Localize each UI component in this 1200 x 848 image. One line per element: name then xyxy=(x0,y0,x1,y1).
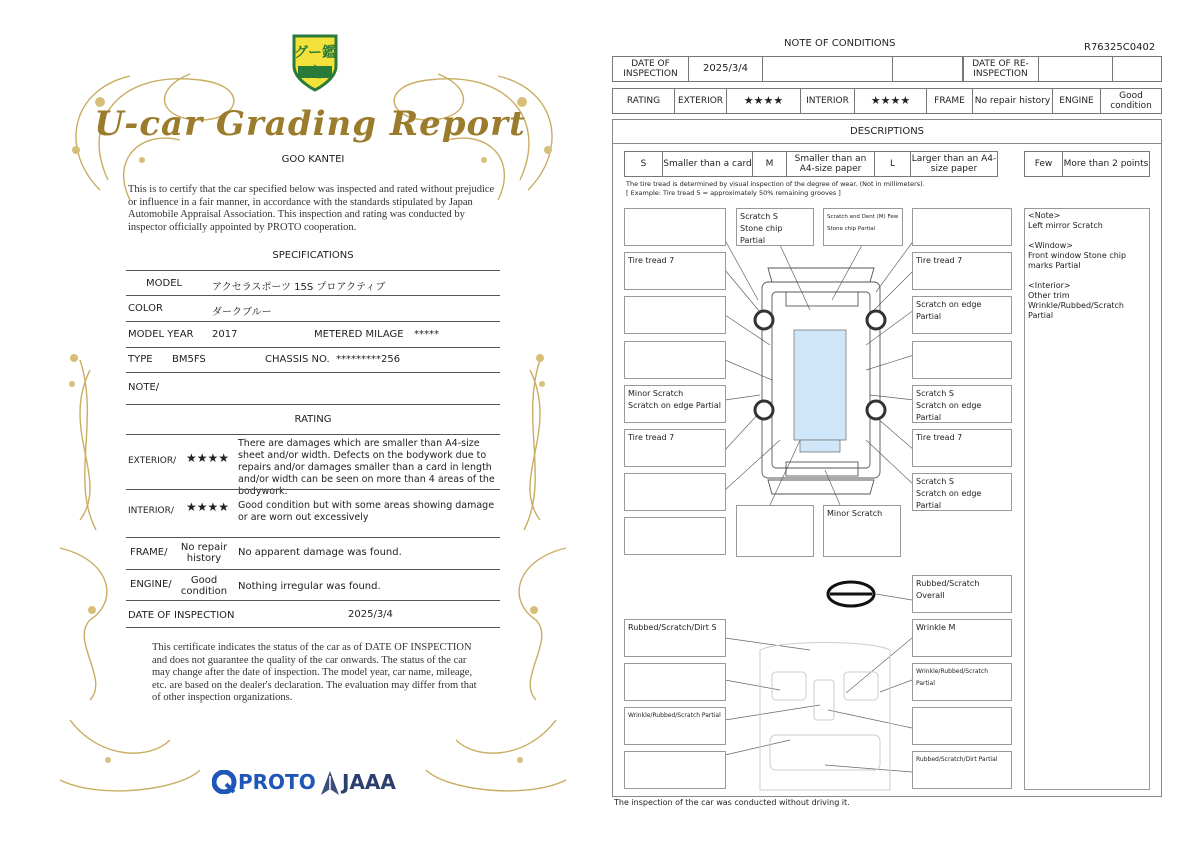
date-of-inspection-label: DATE OF INSPECTION xyxy=(613,57,689,81)
note-box-steering-wheel: Rubbed/Scratch Overall xyxy=(912,575,1012,613)
note-box-left-rear-tire: Tire tread 7 xyxy=(624,429,726,467)
divider xyxy=(126,347,500,348)
legend-m: M xyxy=(753,152,787,176)
note-label: NOTE/ xyxy=(128,382,160,393)
note-box xyxy=(912,208,1012,246)
frame-label: FRAME/ xyxy=(130,547,168,558)
exterior-stars: ★★★★ xyxy=(186,451,230,465)
side-notes: <Note> Left mirror Scratch <Window> Front window Stone chip marks Partial <Interior> Other trim Wrinkle/Rubbed/Scratch Partial xyxy=(1024,208,1150,790)
type-value: BM5FS xyxy=(172,354,206,365)
tire-note-2: [ Example: Tire tread 5 = approximately 50% remaining grooves ] xyxy=(626,189,841,197)
rating-heading: RATING xyxy=(294,414,332,425)
divider xyxy=(126,434,500,435)
note-box-right-front-tire: Tire tread 7 xyxy=(912,252,1012,290)
divider xyxy=(126,569,500,570)
note-box xyxy=(912,341,1012,379)
note-box xyxy=(624,296,726,334)
divider xyxy=(126,295,500,296)
model-value: アクセラスポーツ 15S プロアクティブ xyxy=(212,282,386,293)
divider xyxy=(126,627,500,628)
note-box-bottom-minor: Minor Scratch xyxy=(823,505,901,557)
engine-value: Good condition xyxy=(1110,91,1152,111)
note-box-right-scratch-s: Scratch S Scratch on edge Partial xyxy=(912,385,1012,423)
exterior-label: EXTERIOR/ xyxy=(128,456,177,466)
frame-value: No repair history xyxy=(180,542,228,564)
note-box xyxy=(624,473,726,511)
conditions-heading: NOTE OF CONDITIONS xyxy=(784,38,896,49)
date-of-inspection-value: 2025/3/4 xyxy=(348,609,393,620)
legend-s-desc: Smaller than a card xyxy=(663,152,753,176)
report-id: R76325C0402 xyxy=(1084,42,1156,53)
note-box xyxy=(736,505,814,557)
engine-label: ENGINE xyxy=(1053,89,1101,113)
frame-value: No repair history xyxy=(973,89,1053,113)
specifications-heading: SPECIFICATIONS xyxy=(272,250,354,261)
type-label: TYPE xyxy=(128,354,153,365)
report-subtitle: GOO KANTEI xyxy=(281,154,345,165)
report-title: U-car Grading Report xyxy=(94,104,526,144)
badge-text: グー鑑定 xyxy=(294,45,336,81)
note-box xyxy=(624,517,726,555)
legend-l-desc: Larger than an A4-size paper xyxy=(911,154,997,174)
interior-label: INTERIOR xyxy=(801,89,855,113)
note-box xyxy=(624,751,726,789)
note-box-left-front-tire: Tire tread 7 xyxy=(624,252,726,290)
divider xyxy=(126,489,500,490)
note-box-interior-left-1: Rubbed/Scratch/Dirt S xyxy=(624,619,726,657)
proto-logo-icon xyxy=(212,770,238,794)
divider xyxy=(126,321,500,322)
exterior-label: EXTERIOR xyxy=(675,89,727,113)
metered-mileage-value: ***** xyxy=(414,329,439,340)
legend-m-desc: Smaller than an A4-size paper xyxy=(787,152,875,176)
divider xyxy=(126,372,500,373)
date-of-reinspection-label: DATE OF RE-INSPECTION xyxy=(963,57,1039,81)
engine-label: ENGINE/ xyxy=(130,579,172,590)
model-label: MODEL xyxy=(146,278,183,289)
note-box xyxy=(624,208,726,246)
jaaa-brand: JAAA xyxy=(342,770,396,794)
conditions-footer: The inspection of the car was conducted without driving it. xyxy=(614,798,850,807)
note-box-right-scratch-s2: Scratch S Scratch on edge Partial xyxy=(912,473,1012,511)
model-year-value: 2017 xyxy=(212,329,238,340)
note-box-interior-right-4: Rubbed/Scratch/Dirt Partial xyxy=(912,751,1012,789)
note-box xyxy=(912,707,1012,745)
jaaa-logo-icon xyxy=(320,770,340,796)
metered-mileage-label: METERED MILAGE xyxy=(314,329,404,340)
note-box xyxy=(624,341,726,379)
color-value: ダークブルー xyxy=(212,307,272,318)
legend-l: L xyxy=(875,152,911,176)
note-box-left-minor: Minor Scratch Scratch on edge Partial xyxy=(624,385,726,423)
descriptions-heading: DESCRIPTIONS xyxy=(850,126,925,137)
divider xyxy=(126,537,500,538)
legend-few: Few xyxy=(1025,152,1063,176)
model-year-label: MODEL YEAR xyxy=(128,329,194,340)
exterior-stars: ★★★★ xyxy=(727,89,801,113)
date-of-inspection-label: DATE OF INSPECTION xyxy=(128,610,235,621)
interior-stars: ★★★★ xyxy=(855,89,927,113)
proto-brand: PROTO xyxy=(238,770,316,794)
note-box-top-2: Scratch and Dent (M) Few Stone chip Partial xyxy=(823,208,903,246)
engine-value: Good condition xyxy=(180,575,228,597)
note-box-interior-right-2: Wrinkle/Rubbed/Scratch Partial xyxy=(912,663,1012,701)
exterior-description: There are damages which are smaller than A4-size sheet and/or width. Defects on the bodywork due to repairs and/or damages smaller than a card in length and/or width can be seen on more than 4 areas of the bodywork. xyxy=(238,438,495,497)
rating-label: RATING xyxy=(613,89,675,113)
divider xyxy=(126,270,500,271)
date-of-inspection-value: 2025/3/4 xyxy=(689,57,763,81)
frame-label: FRAME xyxy=(927,89,973,113)
frame-description: No apparent damage was found. xyxy=(238,547,402,558)
tire-note-1: The tire tread is determined by visual inspection of the degree of wear. (Not in millimeters). xyxy=(626,180,925,188)
color-label: COLOR xyxy=(128,303,163,314)
interior-description: Good condition but with some areas showing damage or are worn out excessively xyxy=(238,500,495,523)
interior-stars: ★★★★ xyxy=(186,500,230,514)
divider xyxy=(126,600,500,601)
legend-few-desc: More than 2 points xyxy=(1063,159,1149,169)
note-box-right-scratch-edge: Scratch on edge Partial xyxy=(912,296,1012,334)
certificate-footer: This certificate indicates the status of the car as of DATE OF INSPECTION and does not guarantee the quality of the car onwards. The status of the car may change after the date of inspection. The model year, car name, mileage, etc. are based on the dealer's declaration. The evaluation may differ from that of other inspection organizations. xyxy=(152,642,477,703)
note-box-interior-right-1: Wrinkle M xyxy=(912,619,1012,657)
certify-paragraph: This is to certify that the car specified below was inspected and rated without prejudice or influence in a fair manner, in accordance with the standards stipulated by Japan Automobile Appraisal Association. This inspection and rating was conducted by inspector officially appointed by PROTO cooperation. xyxy=(128,184,495,233)
engine-description: Nothing irregular was found. xyxy=(238,581,381,592)
note-box xyxy=(624,663,726,701)
legend-s: S xyxy=(625,152,663,176)
chassis-value: *********256 xyxy=(336,354,401,365)
interior-label: INTERIOR/ xyxy=(128,506,174,516)
divider xyxy=(126,404,500,405)
note-box-top-1: Scratch S Stone chip Partial xyxy=(736,208,814,246)
note-box-interior-left-3: Wrinkle/Rubbed/Scratch Partial xyxy=(624,707,726,745)
note-of-conditions xyxy=(600,0,1200,848)
note-box-right-rear-tire: Tire tread 7 xyxy=(912,429,1012,467)
chassis-label: CHASSIS NO. xyxy=(265,354,330,365)
